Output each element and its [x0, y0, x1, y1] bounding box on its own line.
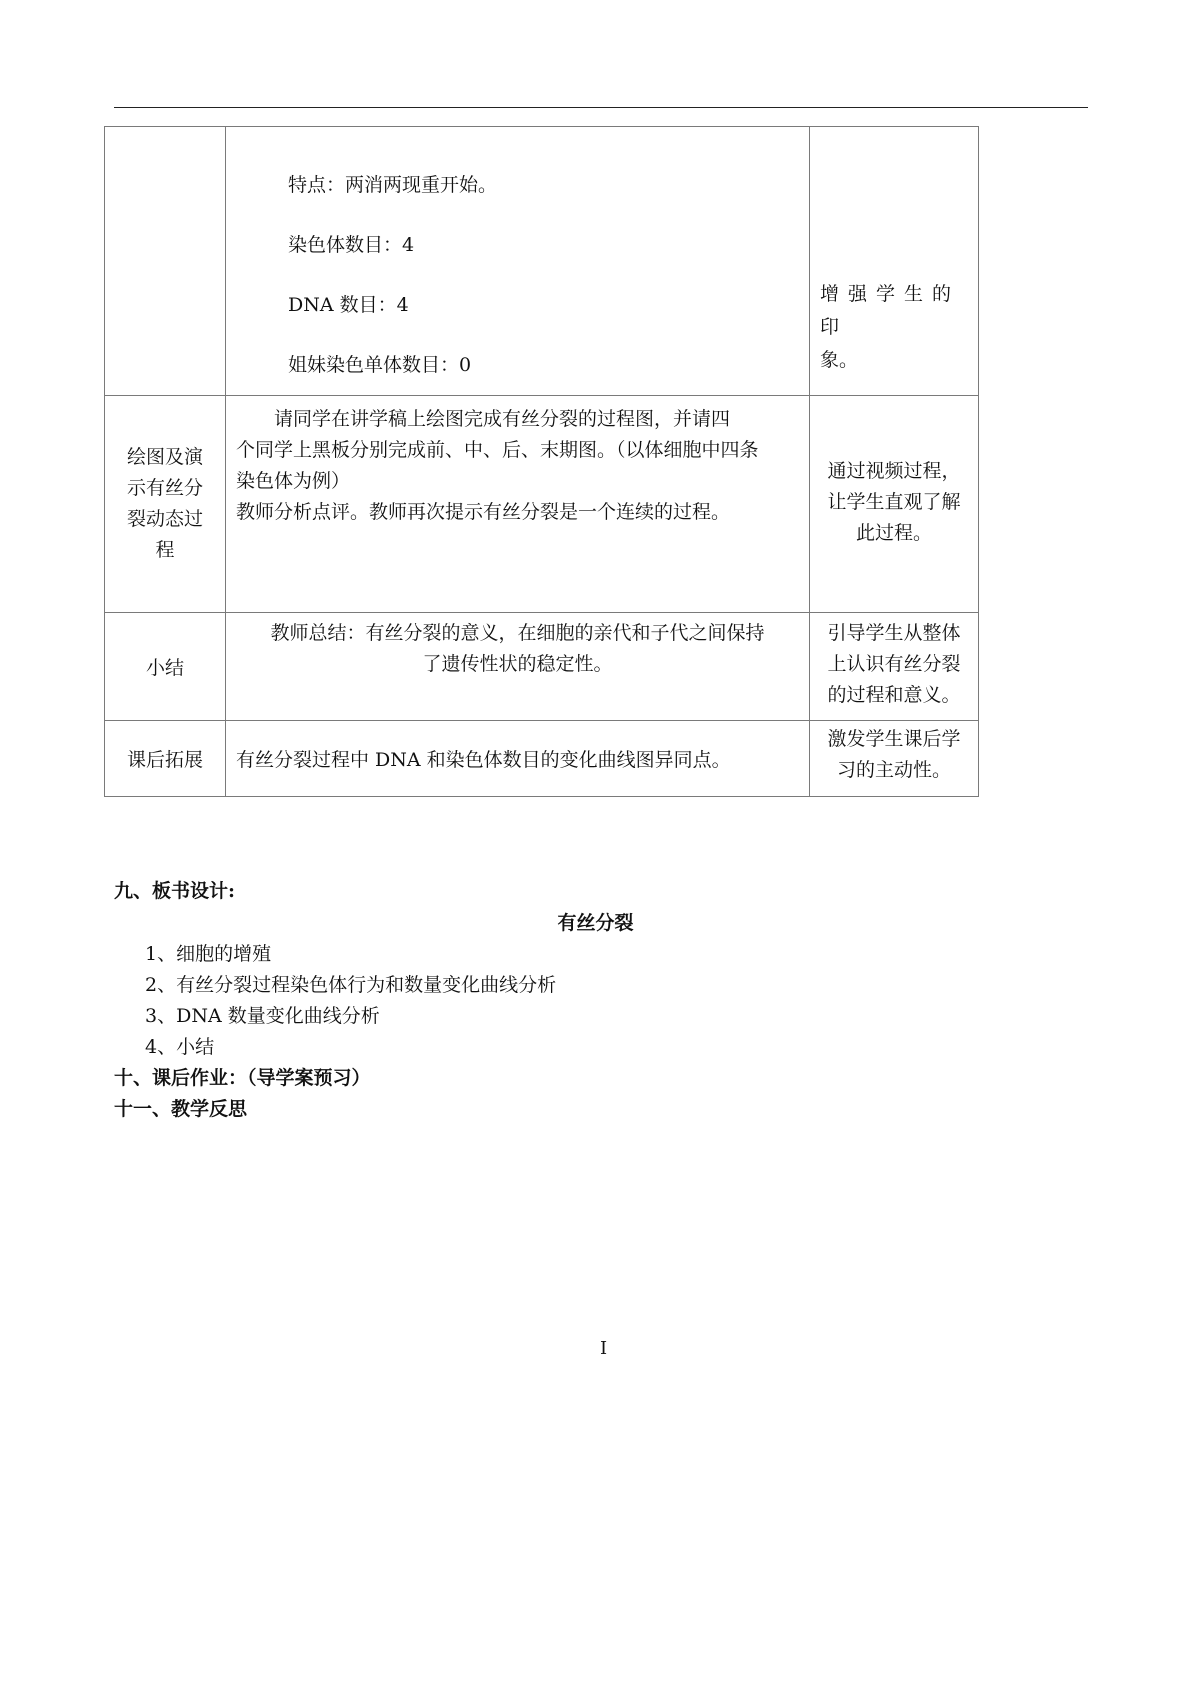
- step-line: 裂动态过: [126, 508, 203, 530]
- activity-line: 教师总结：有丝分裂的意义，在细胞的亲代和子代之间保持: [270, 622, 765, 644]
- feature-line: 特点：两消两现重开始。: [288, 174, 498, 196]
- table-row: [105, 613, 979, 721]
- purpose-line: 习的主动性。: [836, 759, 951, 781]
- purpose-line: 通过视频过程，: [827, 460, 961, 482]
- step-cell: 课后拓展: [105, 721, 226, 797]
- step-line: 绘图及演: [126, 446, 203, 468]
- purpose-line: 让学生直观了解: [827, 491, 961, 513]
- table-row: [105, 721, 979, 797]
- activity-line: 教师分析点评。教师再次提示有丝分裂是一个连续的过程。: [236, 501, 731, 523]
- homework-heading: 十、课后作业：（导学案预习）: [114, 1067, 371, 1089]
- purpose-cell: [810, 613, 979, 721]
- step-line: 示有丝分: [126, 477, 203, 499]
- purpose-line: 象。: [820, 349, 859, 371]
- activity-cell: [226, 396, 810, 613]
- dna-count-line: DNA 数目：4: [288, 294, 409, 316]
- step-cell: 小结: [105, 613, 226, 721]
- purpose-cell: [810, 396, 979, 613]
- table-row: [105, 396, 979, 613]
- chromatid-count-line: 姐妹染色单体数目：0: [288, 354, 472, 376]
- purpose-line: 此过程。: [855, 522, 932, 544]
- board-item: 2、有丝分裂过程染色体行为和数量变化曲线分析: [145, 974, 557, 996]
- board-item: 4、小结: [145, 1036, 215, 1058]
- board-item: 3、DNA 数量变化曲线分析: [145, 1005, 380, 1027]
- step-cell-empty: [105, 127, 226, 396]
- chromosome-count-line: 染色体数目：4: [288, 234, 415, 256]
- reflection-heading: 十一、教学反思: [114, 1098, 248, 1120]
- purpose-cell: [810, 127, 979, 396]
- purpose-line: 激发学生课后学: [827, 728, 961, 750]
- board-title: 有丝分裂: [557, 912, 634, 934]
- activity-line: 染色体为例）: [236, 470, 351, 492]
- lesson-table: [104, 126, 979, 797]
- purpose-line: 增强学生的印: [820, 283, 961, 338]
- activity-cell: 有丝分裂过程中 DNA 和染色体数目的变化曲线图异同点。: [226, 721, 810, 797]
- telophase-features-cell: [226, 127, 810, 396]
- purpose-line: 引导学生从整体: [827, 622, 961, 644]
- activity-line: 个同学上黑板分别完成前、中、后、末期图。（以体细胞中四条: [236, 439, 759, 461]
- activity-line: 请同学在讲学稿上绘图完成有丝分裂的过程图，并请四: [236, 408, 731, 430]
- activity-cell: [226, 613, 810, 721]
- step-cell: [105, 396, 226, 613]
- purpose-cell: [810, 721, 979, 797]
- table-row: [105, 127, 979, 396]
- purpose-line: 的过程和意义。: [827, 684, 961, 706]
- board-design-heading: 九、板书设计:: [114, 880, 236, 902]
- activity-line: 了遗传性状的稳定性。: [422, 653, 613, 675]
- header-rule: [114, 107, 1088, 108]
- step-line: 程: [155, 539, 175, 561]
- page-number: I: [600, 1338, 608, 1359]
- purpose-line: 上认识有丝分裂: [827, 653, 961, 675]
- board-item: 1、细胞的增殖: [145, 943, 272, 965]
